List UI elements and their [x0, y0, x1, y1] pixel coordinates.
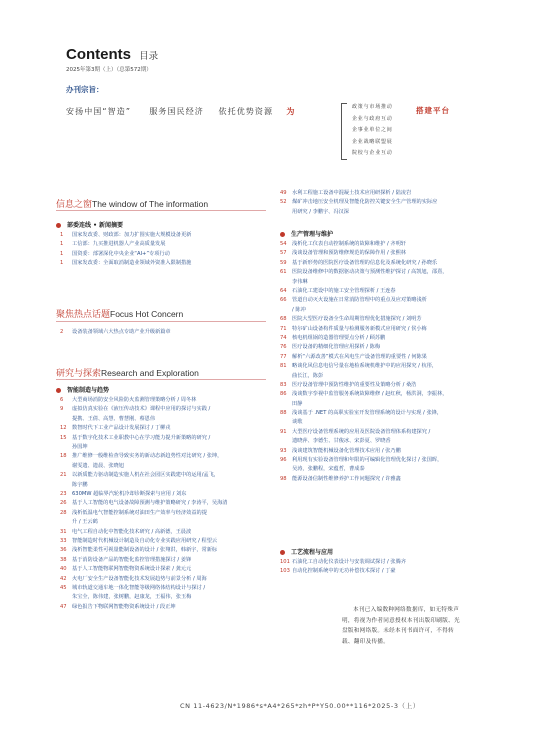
contents-title: Contents	[66, 46, 131, 63]
page-number: 66	[280, 297, 287, 304]
entry-title: 解析“六源改善”模式在风电生产设备管理的重要性 / 何陈果	[292, 353, 427, 360]
entry-title: 基于新形势的医院医疗设备管理的信息化及系统化研究 / 孙晓乐	[292, 259, 438, 266]
page-number: 91	[280, 428, 287, 435]
section-title-cn: 信息之窗	[56, 200, 93, 210]
section-rule	[56, 321, 266, 322]
entry-title: 医疗设备的精细化管理应用探析 / 陈梅	[292, 344, 381, 351]
section-rule	[56, 379, 266, 380]
page-number: 45	[60, 584, 67, 591]
page-number: 1	[60, 260, 64, 267]
toc-entry[interactable]	[280, 447, 520, 456]
toc-entry[interactable]	[280, 362, 520, 381]
entry-title: 医疗设备管理中预防性维护的重要性及策略分析 / 桑浩	[292, 381, 417, 388]
entry-title: 浅谈基于 .NET 的高职实验室开发管理系统的设计与实现 / 张锋，	[292, 410, 443, 417]
page-number: 101	[280, 559, 290, 565]
entry-title: 升 / 王云鹤	[72, 519, 98, 526]
page-number: 36	[60, 547, 67, 554]
toc-entry[interactable]	[60, 396, 270, 405]
toc-entry[interactable]	[280, 558, 520, 567]
section-title-cn: 研究与探索	[56, 369, 102, 379]
slogan-part: 服务国民经济	[149, 107, 204, 116]
toc-entry[interactable]	[280, 240, 520, 249]
entry-title: 国资委：部署深化中央企业“AI+”专项行动	[72, 250, 170, 257]
toc-entry[interactable]	[280, 475, 520, 484]
toc-entry[interactable]	[280, 268, 520, 287]
entry-title: 基于人工智能物联网智能物资系统设计探索 / 龚元元	[72, 566, 192, 573]
entry-title: 谢雯遗、遗晨、张晓旭	[72, 462, 124, 469]
entry-title: 智能制造时代机械设计制造及自动化专业实践应用研究 / 程望云	[72, 537, 218, 544]
page-number: 57	[280, 250, 287, 257]
entry-title: 医院设备维修中的数据驱动决策与预测性维护探讨 / 高凯旭，邵熹，	[292, 269, 448, 276]
page-number: 98	[280, 475, 287, 482]
bracket-divider	[341, 103, 347, 160]
page-number: 42	[60, 575, 67, 582]
toc-entry[interactable]	[60, 231, 270, 240]
entry-title: 谈歌	[292, 419, 303, 426]
toc-entry[interactable]	[280, 428, 520, 447]
entry-title: / 陈冲	[292, 306, 306, 313]
entry-title: 用研究 / 李鹏宇、冯汉深	[292, 208, 349, 215]
entry-title: 孙国坤	[72, 443, 88, 450]
toc-list	[280, 189, 520, 217]
entry-title: 数智时代下工业产品设计发展探讨 / 丁柳戎	[72, 425, 171, 432]
entry-title: 煤矿冲击地压安全机理及智能化防控关键安全生产管理的实际应	[292, 199, 438, 206]
entry-title: 大型医疗设备管理系统的应用及医院设备管理体系构建探究 /	[292, 428, 431, 435]
entry-title: 利用现有实验设备管理和年限的可编辑化管理优化探讨 / 张国晖，	[292, 457, 443, 464]
section-title-en: The window of The information	[92, 199, 209, 209]
service-item: 企业与政府互动	[352, 115, 393, 122]
entry-title: 电气工程自动化中智能化技术研究 / 高新德，王晨波	[72, 528, 192, 535]
contents-title-cn: 目录	[139, 51, 159, 62]
contents-header	[66, 44, 158, 73]
entry-title: 吴涛，张鹏程，宋蕴哲，曹成泰	[292, 466, 365, 473]
subsection-title: 智能制造与趋势	[56, 385, 109, 394]
entry-title: 以新质能力驱动制造实施人机在社会园区实践建中的运用/孟飞，	[72, 472, 219, 479]
entry-title: 浅析化工仪表自动控制系统的故障和维护 / 齐明轩	[292, 241, 406, 247]
entry-title: 核电机组锅的造器管理要点分析 / 顾苏鹏	[292, 334, 386, 341]
entry-title: 曲长江，陈彭	[292, 372, 324, 379]
toc-entry[interactable]	[280, 353, 520, 362]
copyright-notice: 本刊已入编数种网络数据库，如无特殊声明，将视为作者同意授权本刊出版印刷版、光盘版和网络版。未经本刊书面许可，不得转载、翻印及传播。	[342, 607, 460, 645]
toc-entry[interactable]	[60, 528, 270, 537]
page-number: 74	[280, 334, 287, 341]
page-number: 28	[60, 509, 67, 516]
entry-title: 田静	[292, 400, 303, 407]
entry-title: 浅析智能柔性可视量能制设备的设计 / 张翔洪，韩新宇，常新标	[72, 547, 218, 554]
page-number: 71	[280, 325, 287, 332]
page-number: 23	[60, 490, 67, 497]
page-number: 93	[280, 447, 287, 454]
service-item: 政策与市场推动	[352, 104, 393, 110]
toc-entry[interactable]	[280, 409, 520, 428]
page-number: 96	[280, 457, 287, 464]
entry-title: 基于数字化技术工业职教中心在学习能力提升新策略的研究 /	[72, 434, 211, 441]
toc-list	[60, 396, 270, 612]
toc-entry[interactable]	[60, 259, 270, 268]
entry-title: 推广维修一般维检查导致实务的新动态新趋势性对比研究 / 张坤，	[72, 453, 223, 460]
toc-entry[interactable]	[60, 565, 270, 574]
entry-title: 浅谈设备管理和预防维修规范的保障作用 / 张熙林	[292, 250, 406, 257]
page-number: 18	[60, 453, 67, 460]
toc-entry[interactable]	[280, 296, 520, 315]
entry-title: 国家发改委：全面取消制造业领域外资准入限制措施	[72, 260, 192, 267]
slogan-part: 为	[286, 107, 296, 116]
section-title-cn: 聚焦热点话题	[56, 310, 111, 320]
toc-entry[interactable]	[60, 471, 270, 490]
toc-entry[interactable]	[280, 456, 520, 475]
page-number: 81	[280, 363, 287, 370]
entry-title: 能源设备信制性维修养护工作问题探究 / 许雅鑫	[292, 475, 401, 482]
cn-code: CN 11-4623/N*1986*s*A4*265*zh*P*Y50.00**116*2025-3（上）	[180, 702, 420, 710]
toc-entry[interactable]	[60, 575, 270, 584]
subsection-title: 生产管理与维护	[280, 229, 333, 238]
page-number: 88	[280, 410, 287, 417]
toc-list	[60, 328, 270, 337]
toc-entry[interactable]	[280, 343, 520, 352]
entry-title: 遗晓萍、李德生、甘俊冰、宋彭夏、罗晓香	[292, 438, 391, 445]
page-number: 6	[60, 397, 64, 403]
toc-entry[interactable]	[280, 381, 520, 390]
entry-title: 大型商场消防安全风险防火监测管理策略分析 / 周冬林	[72, 397, 197, 403]
toc-entry[interactable]	[60, 537, 270, 546]
services-list	[352, 102, 393, 160]
entry-title: 工信部：九买推进机器人产业高质量发展	[72, 241, 166, 248]
section-research-title	[56, 366, 199, 379]
entry-title: 基于消防设备产品的智能化监控管理措施探讨 / 姜锋	[72, 556, 192, 563]
platform-label: 搭建平台	[416, 106, 450, 115]
toc-entry[interactable]	[280, 315, 520, 324]
toc-entry[interactable]	[60, 240, 270, 249]
page-number: 68	[280, 316, 287, 323]
page-number: 83	[280, 381, 287, 388]
page-number: 31	[60, 528, 67, 535]
toc-entry[interactable]	[280, 567, 520, 576]
entry-title: 略谈化风信息电信号量在地检系统机维护中的应用探究 / 杭彤，	[292, 363, 438, 370]
page-number: 38	[60, 556, 67, 563]
page-number: 1	[60, 250, 64, 257]
slogan-part: 安扬中国“智造”	[66, 107, 132, 116]
entry-title: 石油化工自动化仪表设计与安装调试探讨 / 张腾齐	[292, 559, 406, 565]
page-number: 9	[60, 406, 64, 413]
entry-title: 城市轨道交通车地一体化智能等级网络体结构设计与探讨 /	[72, 584, 206, 591]
toc-entry[interactable]	[280, 259, 520, 268]
toc-entry[interactable]	[60, 556, 270, 565]
entry-title: 设备装备领域六大热点专助产业升级新篇章	[72, 329, 171, 335]
entry-title: 630MW 超临界汽轮机冷却诊断探索与应用 / 刘东	[72, 490, 187, 497]
slogan	[66, 106, 296, 117]
section-window-title	[56, 197, 208, 210]
toc-entry[interactable]	[280, 249, 520, 258]
entry-title: 火电厂安全生产设备智能化技术发展趋势与前景分析 / 周海	[72, 575, 207, 582]
entry-title: 朱宝全，陈伟建，张树鹏，赵康龙，王福伟，张玉梅	[72, 594, 192, 601]
toc-entry[interactable]	[60, 250, 270, 259]
page-number: 103	[280, 568, 290, 575]
toc-entry[interactable]	[60, 546, 270, 555]
purpose-title: 办刊宗旨：	[66, 85, 104, 94]
toc-entry[interactable]	[60, 405, 270, 424]
entry-title: 浅谈建筑智能机械设备化管理技术应用 / 张乃鹏	[292, 447, 401, 454]
page-number: 15	[60, 434, 67, 441]
toc-entry[interactable]	[280, 198, 520, 217]
toc-entry[interactable]	[60, 509, 270, 528]
page-number: 64	[280, 287, 287, 294]
page-number: 1	[60, 241, 64, 248]
issue-number: 2025年第3期（上）（总第572期）	[66, 67, 152, 73]
toc-entry[interactable]	[60, 499, 270, 508]
toc-entry[interactable]	[60, 584, 270, 603]
page-number: 26	[60, 500, 67, 507]
service-item: 企业战略联盟展	[352, 138, 393, 145]
entry-title: 基于人工智能的电气设备故障预测与维护策略研究 / 李涛平，吴海清	[72, 500, 228, 507]
toc-list	[280, 240, 520, 484]
page-number: 52	[280, 199, 287, 206]
service-item: 企事业单位之间	[352, 127, 393, 133]
entry-title: 特尔矿山设备构件质量与检测服务新模式应用研究 / 侯小梅	[292, 325, 427, 332]
section-title-en: Research and Exploration	[101, 368, 199, 378]
slogan-part: 依托优势资源	[218, 107, 274, 116]
entry-title: 自动化控制系统中的无功补偿技术探讨 / 丁豪	[292, 568, 396, 575]
page-number: 1	[60, 232, 64, 238]
toc-list	[60, 231, 270, 269]
section-focus-title	[56, 307, 183, 320]
page-number: 33	[60, 537, 67, 544]
page-number: 86	[280, 391, 287, 398]
toc-entry[interactable]	[280, 189, 520, 198]
toc-entry[interactable]	[60, 490, 270, 499]
toc-entry[interactable]	[280, 325, 520, 334]
page-number: 21	[60, 472, 67, 479]
toc-entry[interactable]	[280, 390, 520, 409]
entry-title: 浅谈数字孪视中监管服务系统故障维修 / 赵红秋，杨洪洞，李振林，	[292, 391, 448, 398]
toc-entry[interactable]	[60, 328, 270, 337]
entry-title: 提携、王倩、高慧、曹慧刚、蔡恩伟	[72, 415, 156, 422]
page-number: 47	[60, 603, 67, 610]
section-rule	[56, 210, 266, 211]
page-number: 59	[280, 259, 287, 266]
toc-entry[interactable]	[60, 434, 270, 453]
entry-title: 陈宇鹏	[72, 481, 88, 488]
subsection-title: 工艺流程与应用	[280, 547, 333, 556]
page-number: 12	[60, 425, 67, 432]
section-title-en: Focus Hot Concern	[110, 309, 184, 319]
entry-title: 管道自动灭火设施在日常消防管理中的重点及应对策略浅析	[292, 297, 427, 304]
entry-title: 石油化工建设中的施工安全管理探析 / 王连春	[292, 287, 396, 294]
subsection-title: 部委连线 • 新闻摘要	[56, 220, 123, 229]
toc-list	[280, 558, 520, 577]
entry-title: 水利工程施工设备中混凝土技术应用研探析 / 陆凌岩	[292, 190, 412, 196]
page-number: 49	[280, 190, 287, 196]
page-number: 61	[280, 269, 287, 276]
toc-entry[interactable]	[60, 424, 270, 433]
toc-entry[interactable]	[60, 603, 270, 612]
toc-entry[interactable]	[280, 287, 520, 296]
page-number: 76	[280, 344, 287, 351]
page-number: 54	[280, 241, 287, 247]
toc-entry[interactable]	[60, 452, 270, 471]
page-number: 2	[60, 329, 64, 335]
entry-title: 虚拟仿真实验在《液压传动技术》课程中应用的探讨与实践 /	[72, 406, 211, 413]
page-number: 77	[280, 353, 287, 360]
entry-title: 浅析低温电气智能控制系统对油田生产效率与经济效益的提	[72, 509, 207, 516]
entry-title: 李伟琳	[292, 278, 308, 285]
entry-title: 国家发改委、财政部：加力扩围实施大规模设备更新	[72, 232, 192, 238]
entry-title: 绿色报告下物联网智能物资系统设计 / 段正坤	[72, 603, 176, 610]
service-item: 院校与企业互动	[352, 150, 393, 156]
entry-title: 医院大型医疗设备全生命周期管理优化措施探究 / 刘明芳	[292, 316, 422, 323]
toc-entry[interactable]	[280, 334, 520, 343]
page-number: 40	[60, 566, 67, 573]
